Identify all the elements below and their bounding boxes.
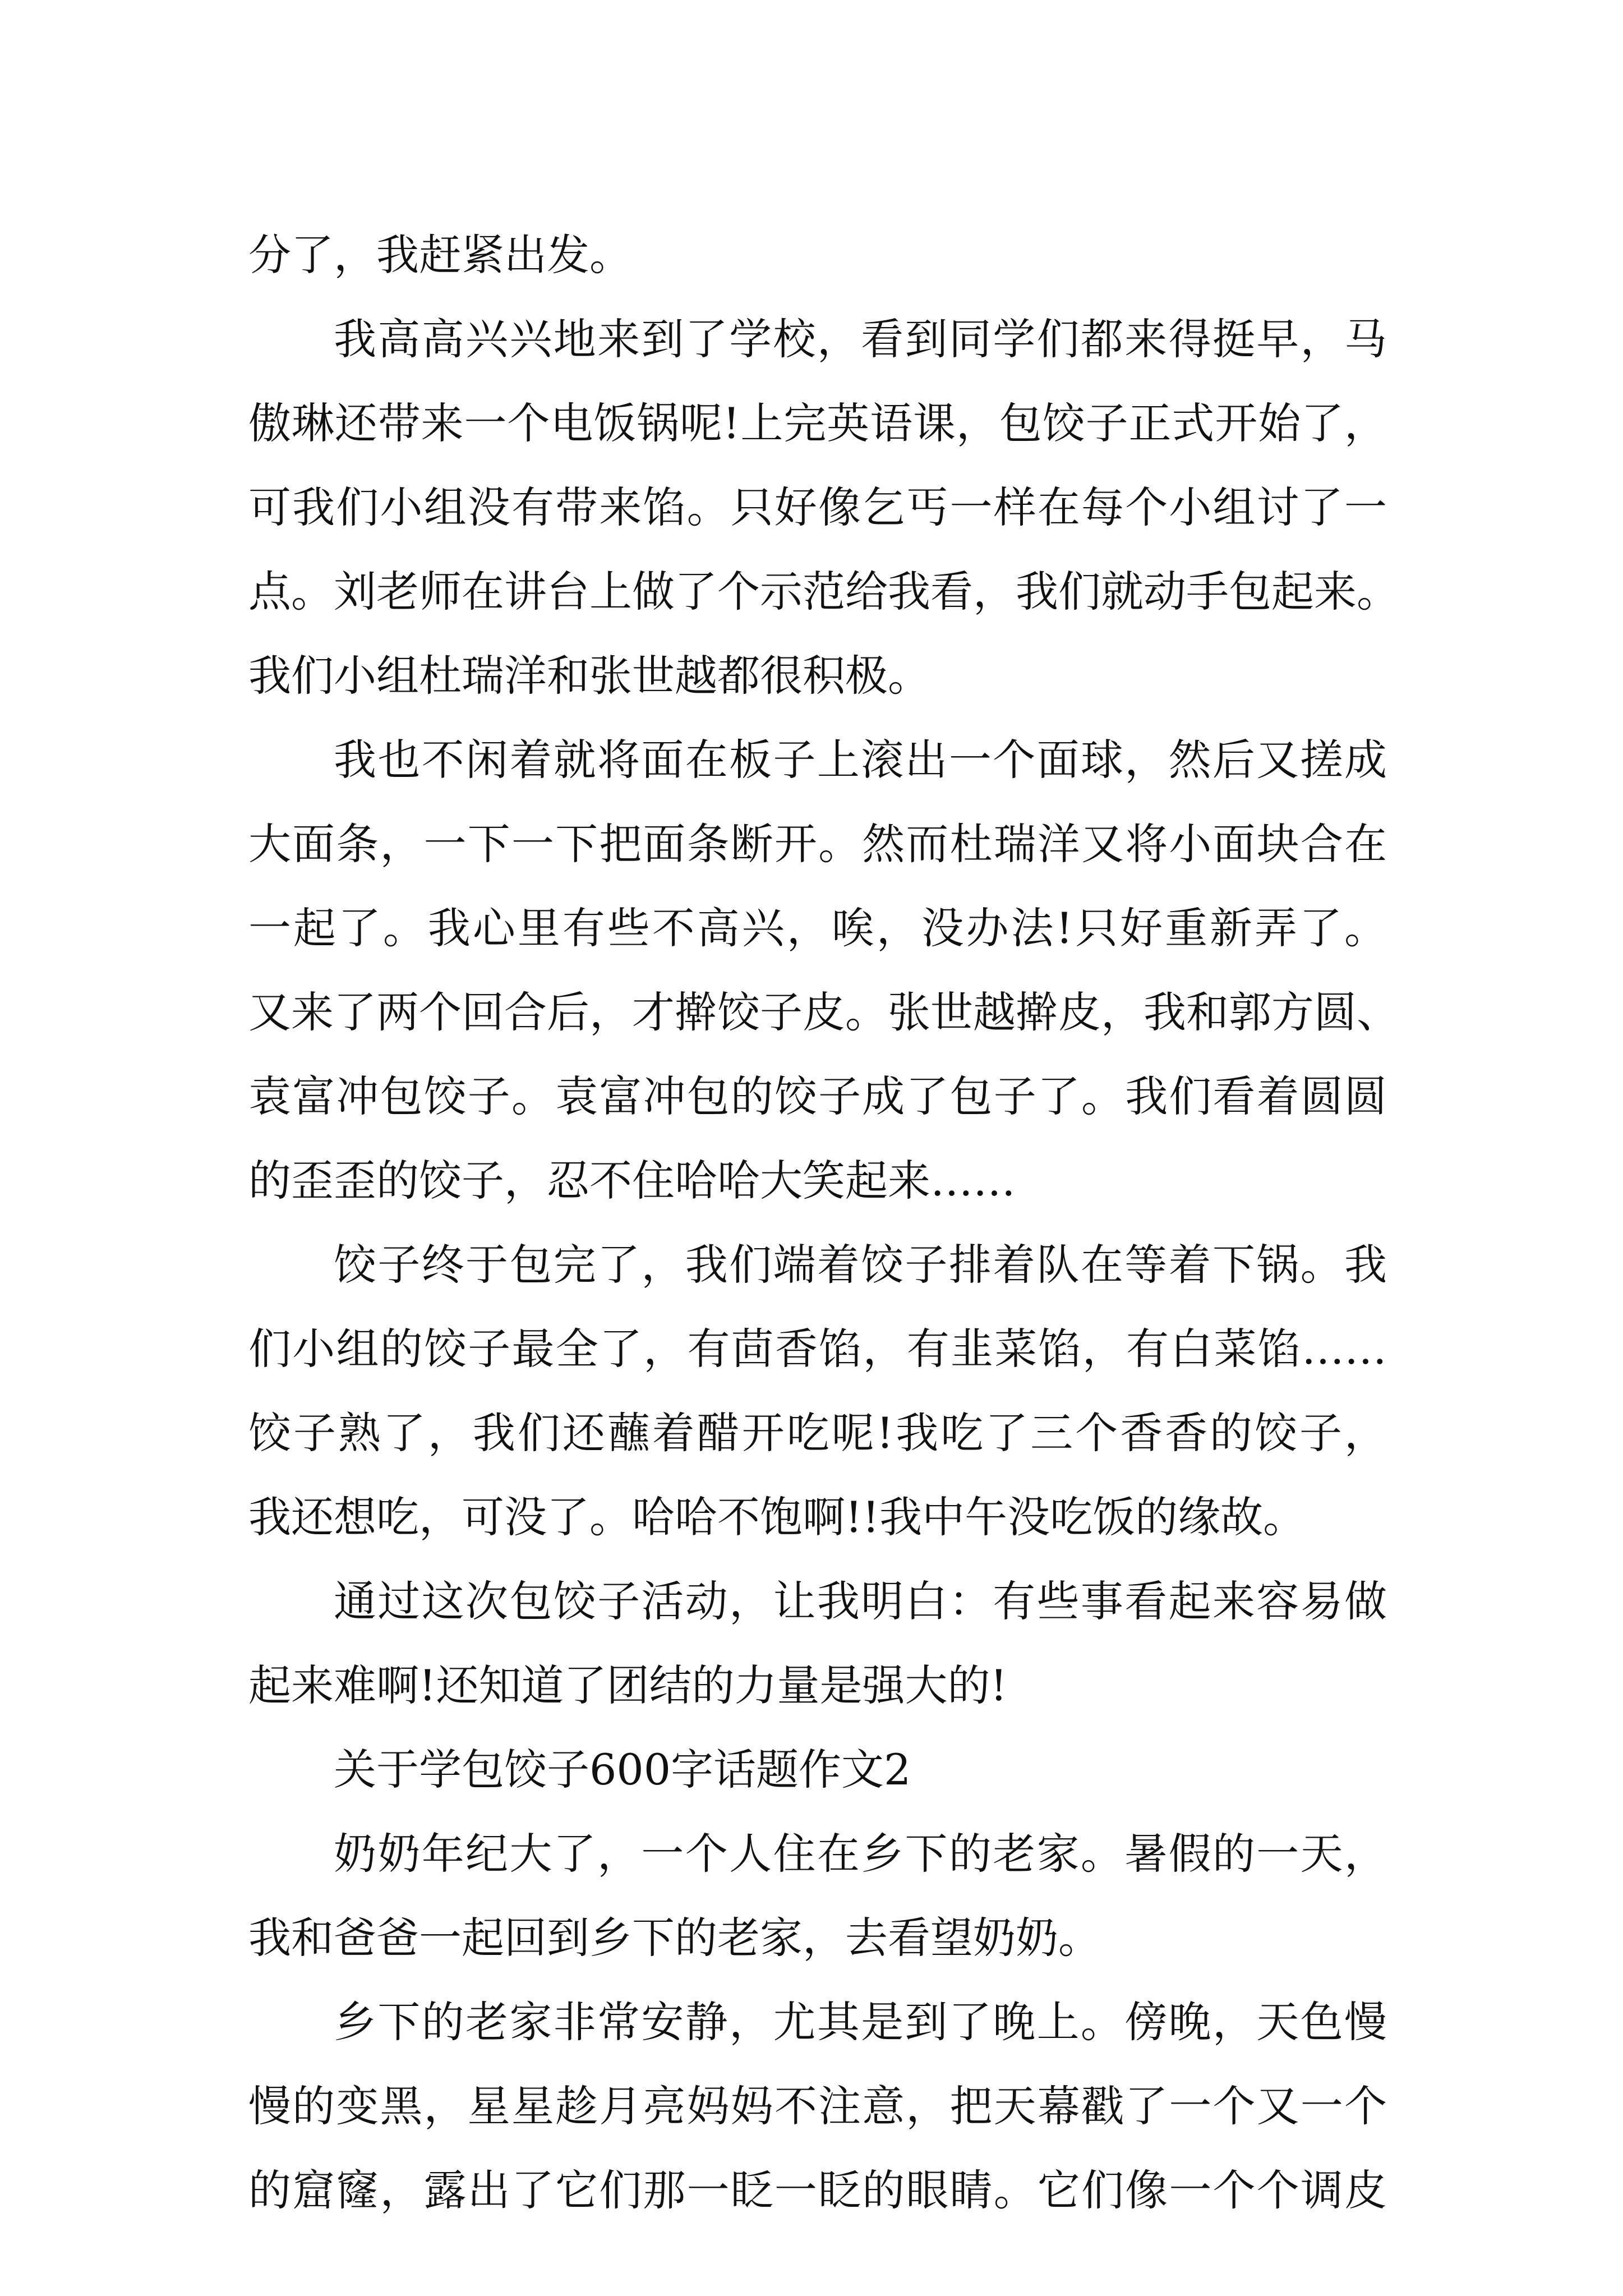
text-line: 袁富冲包饺子。袁富冲包的饺子成了包子了。我们看着圆圆 [248,1071,1387,1121]
body-text [248,213,1399,2233]
text-line: 点。刘老师在讲台上做了个示范给我看，我们就动手包起来。 [248,567,1399,616]
text-line: 奶奶年纪大了，一个人住在乡下的老家。暑假的一天， [334,1829,1387,1879]
section-heading: 关于学包饺子600字话题作文2 [334,1745,911,1795]
text-line: 慢的变黑，星星趁月亮妈妈不注意，把天幕戳了一个又一个 [248,2081,1387,2131]
text-line: 我也不闲着就将面在板子上滚出一个面球，然后又搓成 [334,735,1387,785]
text-line: 又来了两个回合后，才擀饺子皮。张世越擀皮，我和郭方圆、 [248,987,1399,1037]
text-line: 一起了。我心里有些不高兴，唉，没办法!只好重新弄了。 [248,903,1387,953]
text-line: 饺子熟了，我们还蘸着醋开吃呢!我吃了三个香香的饺子， [248,1408,1387,1458]
text-line: 我高高兴兴地来到了学校，看到同学们都来得挺早，马 [334,314,1387,364]
text-line: 起来难啊!还知道了团结的力量是强大的! [248,1660,1008,1710]
text-line: 我和爸爸一起回到乡下的老家，去看望奶奶。 [248,1913,1101,1963]
text-line: 乡下的老家非常安静，尤其是到了晚上。傍晚，天色慢 [334,1997,1387,2047]
text-line: 可我们小组没有带来馅。只好像乞丐一样在每个小组讨了一 [248,482,1387,532]
text-line: 的歪歪的饺子，忍不住哈哈大笑起来…… [248,1156,1016,1205]
text-line: 我们小组杜瑞洋和张世越都很积极。 [248,651,930,701]
text-line: 傲琳还带来一个电饭锅呢!上完英语课，包饺子正式开始了， [248,398,1387,448]
text-line: 的窟窿，露出了它们那一眨一眨的眼睛。它们像一个个调皮 [248,2165,1387,2215]
text-line: 分了，我赶紧出发。 [248,230,632,280]
text-line: 饺子终于包完了，我们端着饺子排着队在等着下锅。我 [334,1240,1387,1290]
text-line: 通过这次包饺子活动，让我明白：有些事看起来容易做 [334,1576,1387,1626]
text-line: 我还想吃，可没了。哈哈不饱啊!!我中午没吃饭的缘故。 [248,1492,1306,1542]
text-line: 们小组的饺子最全了，有茴香馅，有韭菜馅，有白菜馅…… [248,1324,1387,1374]
text-line: 大面条，一下一下把面条断开。然而杜瑞洋又将小面块合在 [248,819,1387,869]
